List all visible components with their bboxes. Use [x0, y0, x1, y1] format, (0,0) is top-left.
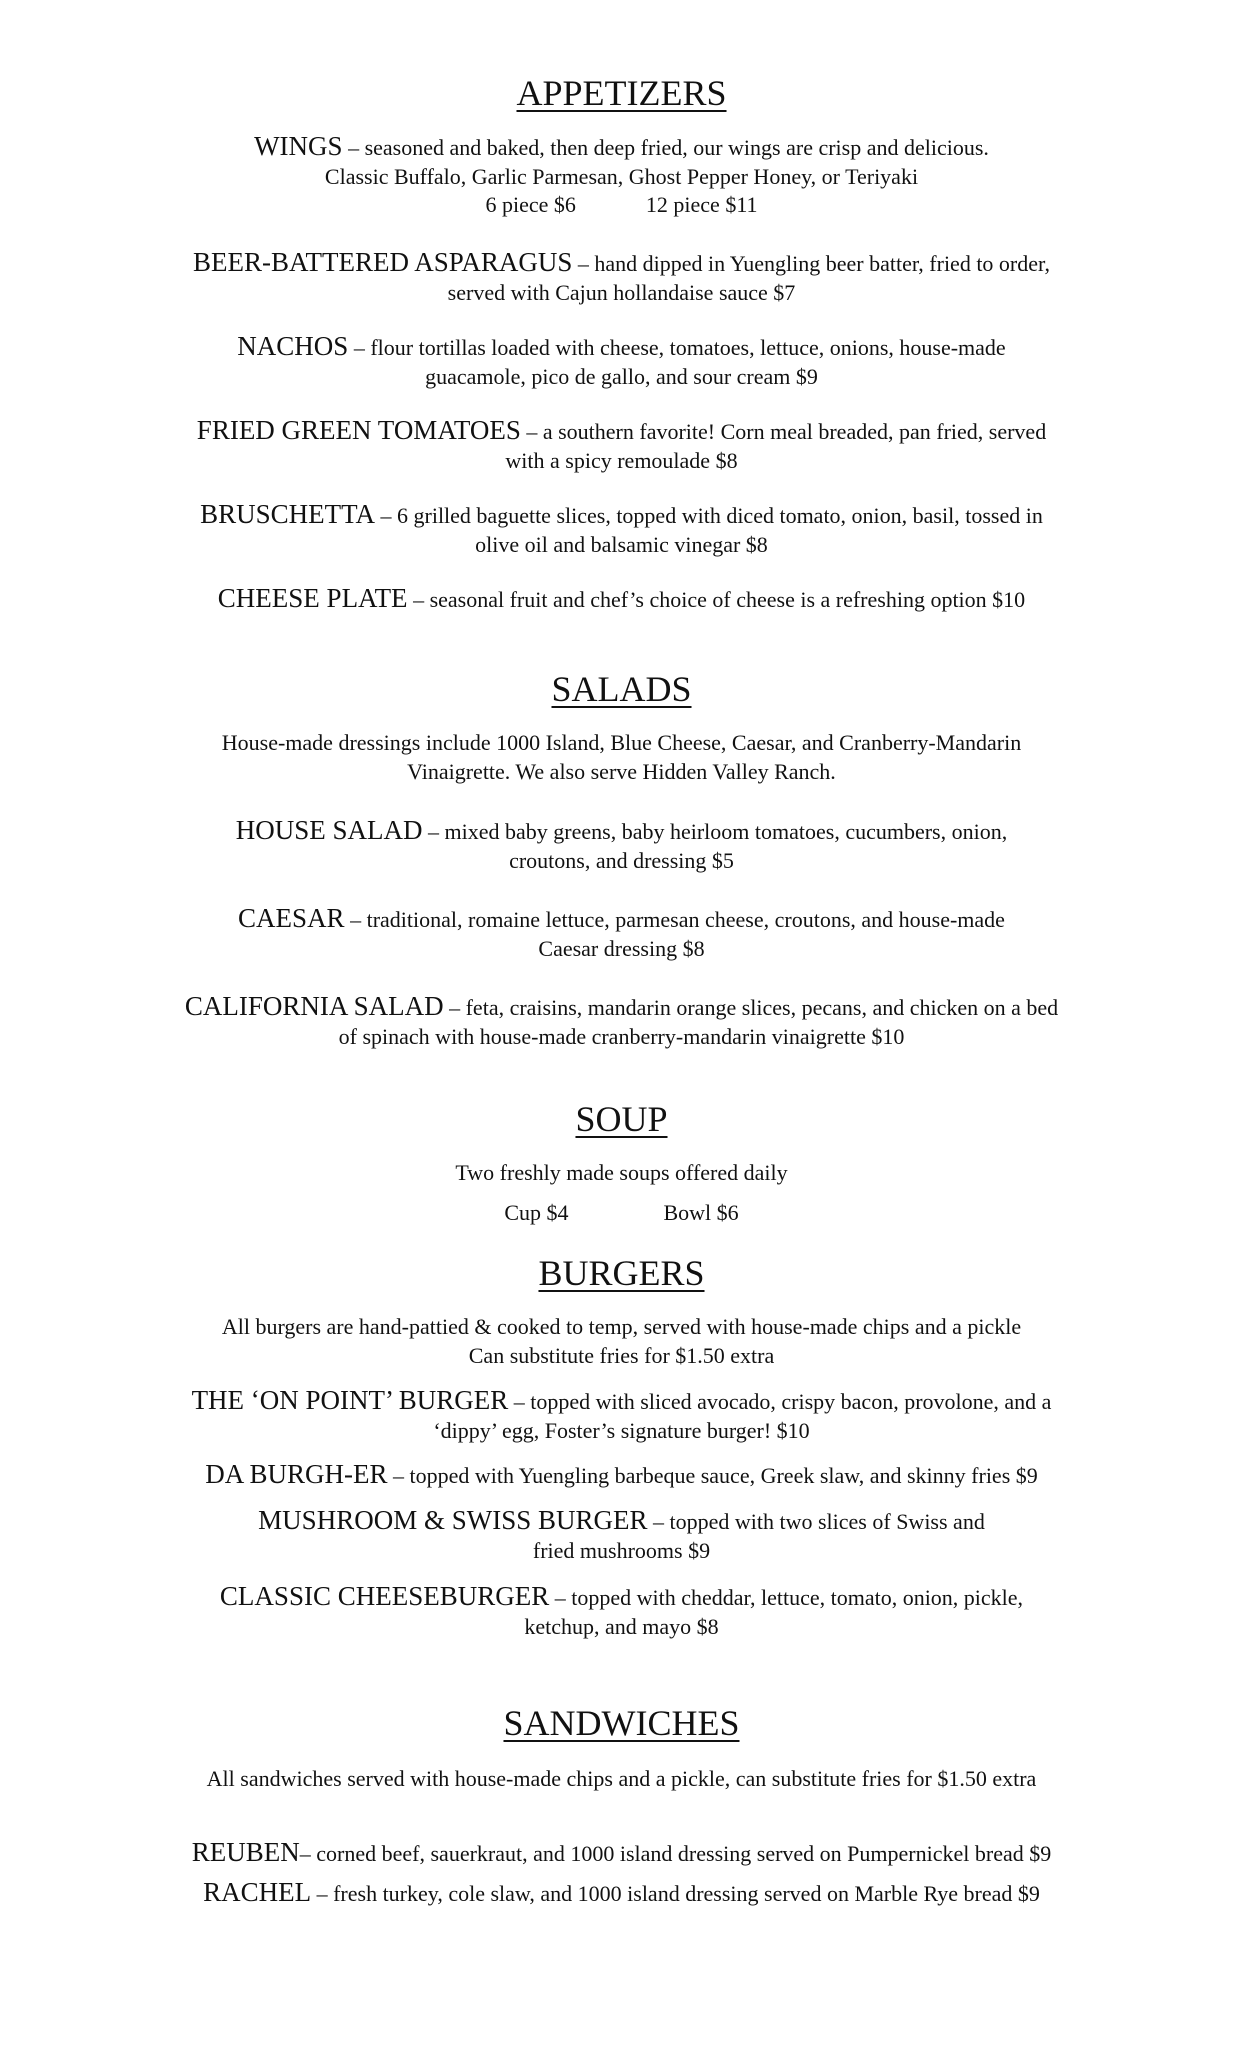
- item-name: NACHOS: [237, 331, 349, 361]
- item-desc: – topped with Yuengling barbeque sauce, Greek slaw, and skinny fries $9: [387, 1463, 1038, 1488]
- item-name: RACHEL: [203, 1877, 312, 1907]
- menu-item-wings: [120, 132, 1123, 191]
- item-name: THE ‘ON POINT’ BURGER: [191, 1385, 509, 1415]
- item-desc-2: guacamole, pico de gallo, and sour cream $9: [425, 364, 818, 389]
- item-desc: – corned beef, sauerkraut, and 1000 island dressing served on Pumpernickel bread $9: [299, 1841, 1052, 1866]
- soup-prices: [0, 1198, 1243, 1227]
- item-name: DA BURGH-ER: [205, 1459, 388, 1489]
- item-desc-2: ‘dippy’ egg, Foster’s signature burger! $10: [433, 1418, 810, 1443]
- item-desc-2: olive oil and balsamic vinegar $8: [475, 532, 768, 557]
- item-desc-2: croutons, and dressing $5: [509, 848, 734, 873]
- item-name: REUBEN: [191, 1837, 300, 1867]
- item-desc: – mixed baby greens, baby heirloom tomatoes, cucumbers, onion,: [422, 819, 1008, 844]
- soup-heading: SOUP: [575, 1099, 668, 1139]
- item-desc: – flour tortillas loaded with cheese, tomatoes, lettuce, onions, house-made: [348, 335, 1006, 360]
- menu-item-rachel: [60, 1878, 1183, 1908]
- soup-bowl-price: Bowl $6: [663, 1200, 739, 1225]
- menu-item-asparagus: [120, 248, 1123, 307]
- menu-item-reuben: [60, 1838, 1183, 1868]
- menu-item-classic-cheeseburger: [120, 1582, 1123, 1641]
- item-name: HOUSE SALAD: [235, 815, 423, 845]
- menu-item-nachos: [120, 332, 1123, 391]
- item-desc-2: of spinach with house-made cranberry-mandarin vinaigrette $10: [338, 1024, 905, 1049]
- menu-item-caesar: [120, 904, 1123, 963]
- salads-intro: [120, 728, 1123, 786]
- wings-price-12: 12 piece $11: [645, 192, 758, 217]
- item-desc-2: Caesar dressing $8: [538, 936, 705, 961]
- item-name: MUSHROOM & SWISS BURGER: [258, 1505, 648, 1535]
- item-desc: – topped with sliced avocado, crispy bacon, provolone, and a: [508, 1389, 1052, 1414]
- item-desc: – a southern favorite! Corn meal breaded, pan fried, served: [520, 419, 1047, 444]
- wings-price-6: 6 piece $6: [485, 192, 576, 217]
- salads-heading: SALADS: [551, 669, 692, 709]
- burgers-heading: BURGERS: [538, 1253, 705, 1293]
- item-desc: – topped with cheddar, lettuce, tomato, onion, pickle,: [549, 1585, 1024, 1610]
- sandwiches-intro: All sandwiches served with house-made chips and a pickle, can substitute fries for $1.50 extra: [206, 1766, 1037, 1791]
- appetizers-heading: APPETIZERS: [516, 73, 727, 113]
- menu-item-fried-green-tomatoes: [120, 416, 1123, 475]
- menu-item-da-burgh-er: [120, 1460, 1123, 1490]
- menu-item-cheese-plate: [120, 584, 1123, 614]
- item-desc: – traditional, romaine lettuce, parmesan cheese, croutons, and house-made: [344, 907, 1005, 932]
- item-desc: – hand dipped in Yuengling beer batter, fried to order,: [572, 251, 1050, 276]
- item-name: BRUSCHETTA: [200, 499, 375, 529]
- item-name: BEER-BATTERED ASPARAGUS: [193, 247, 573, 277]
- burgers-intro-1: All burgers are hand-pattied & cooked to temp, served with house-made chips and a pickle: [221, 1314, 1022, 1339]
- item-name: WINGS: [254, 131, 343, 161]
- item-desc: – seasonal fruit and chef’s choice of cheese is a refreshing option $10: [407, 587, 1026, 612]
- wings-prices: [0, 190, 1243, 219]
- wings-flavors: Classic Buffalo, Garlic Parmesan, Ghost Pepper Honey, or Teriyaki: [324, 164, 919, 189]
- item-desc: – feta, craisins, mandarin orange slices, pecans, and chicken on a bed: [443, 995, 1059, 1020]
- salads-intro-2: Vinaigrette. We also serve Hidden Valley Ranch.: [407, 759, 836, 784]
- item-desc-2: fried mushrooms $9: [532, 1538, 711, 1563]
- item-desc: – 6 grilled baguette slices, topped with diced tomato, onion, basil, tossed in: [375, 503, 1043, 528]
- menu-item-on-point-burger: [120, 1386, 1123, 1445]
- menu-item-mushroom-swiss-burger: [120, 1506, 1123, 1565]
- menu-item-house-salad: [120, 816, 1123, 875]
- item-desc: – seasoned and baked, then deep fried, our wings are crisp and delicious.: [342, 135, 989, 160]
- burgers-intro: [120, 1312, 1123, 1370]
- menu-item-bruschetta: [120, 500, 1123, 559]
- menu-item-california-salad: [80, 992, 1163, 1051]
- salads-intro-1: House-made dressings include 1000 Island, Blue Cheese, Caesar, and Cranberry-Mandarin: [221, 730, 1022, 755]
- sandwiches-heading: SANDWICHES: [503, 1703, 740, 1743]
- item-desc-2: served with Cajun hollandaise sauce $7: [447, 280, 796, 305]
- item-name: CLASSIC CHEESEBURGER: [219, 1581, 550, 1611]
- soup-intro: Two freshly made soups offered daily: [455, 1160, 788, 1185]
- item-desc-2: with a spicy remoulade $8: [505, 448, 738, 473]
- item-name: CHEESE PLATE: [217, 583, 408, 613]
- item-desc-2: ketchup, and mayo $8: [524, 1614, 719, 1639]
- item-name: FRIED GREEN TOMATOES: [196, 415, 521, 445]
- soup-cup-price: Cup $4: [504, 1200, 569, 1225]
- item-name: CAESAR: [238, 903, 345, 933]
- item-name: CALIFORNIA SALAD: [184, 991, 444, 1021]
- burgers-intro-2: Can substitute fries for $1.50 extra: [468, 1343, 775, 1368]
- item-desc: – fresh turkey, cole slaw, and 1000 island dressing served on Marble Rye bread $9: [311, 1881, 1040, 1906]
- item-desc: – topped with two slices of Swiss and: [647, 1509, 985, 1534]
